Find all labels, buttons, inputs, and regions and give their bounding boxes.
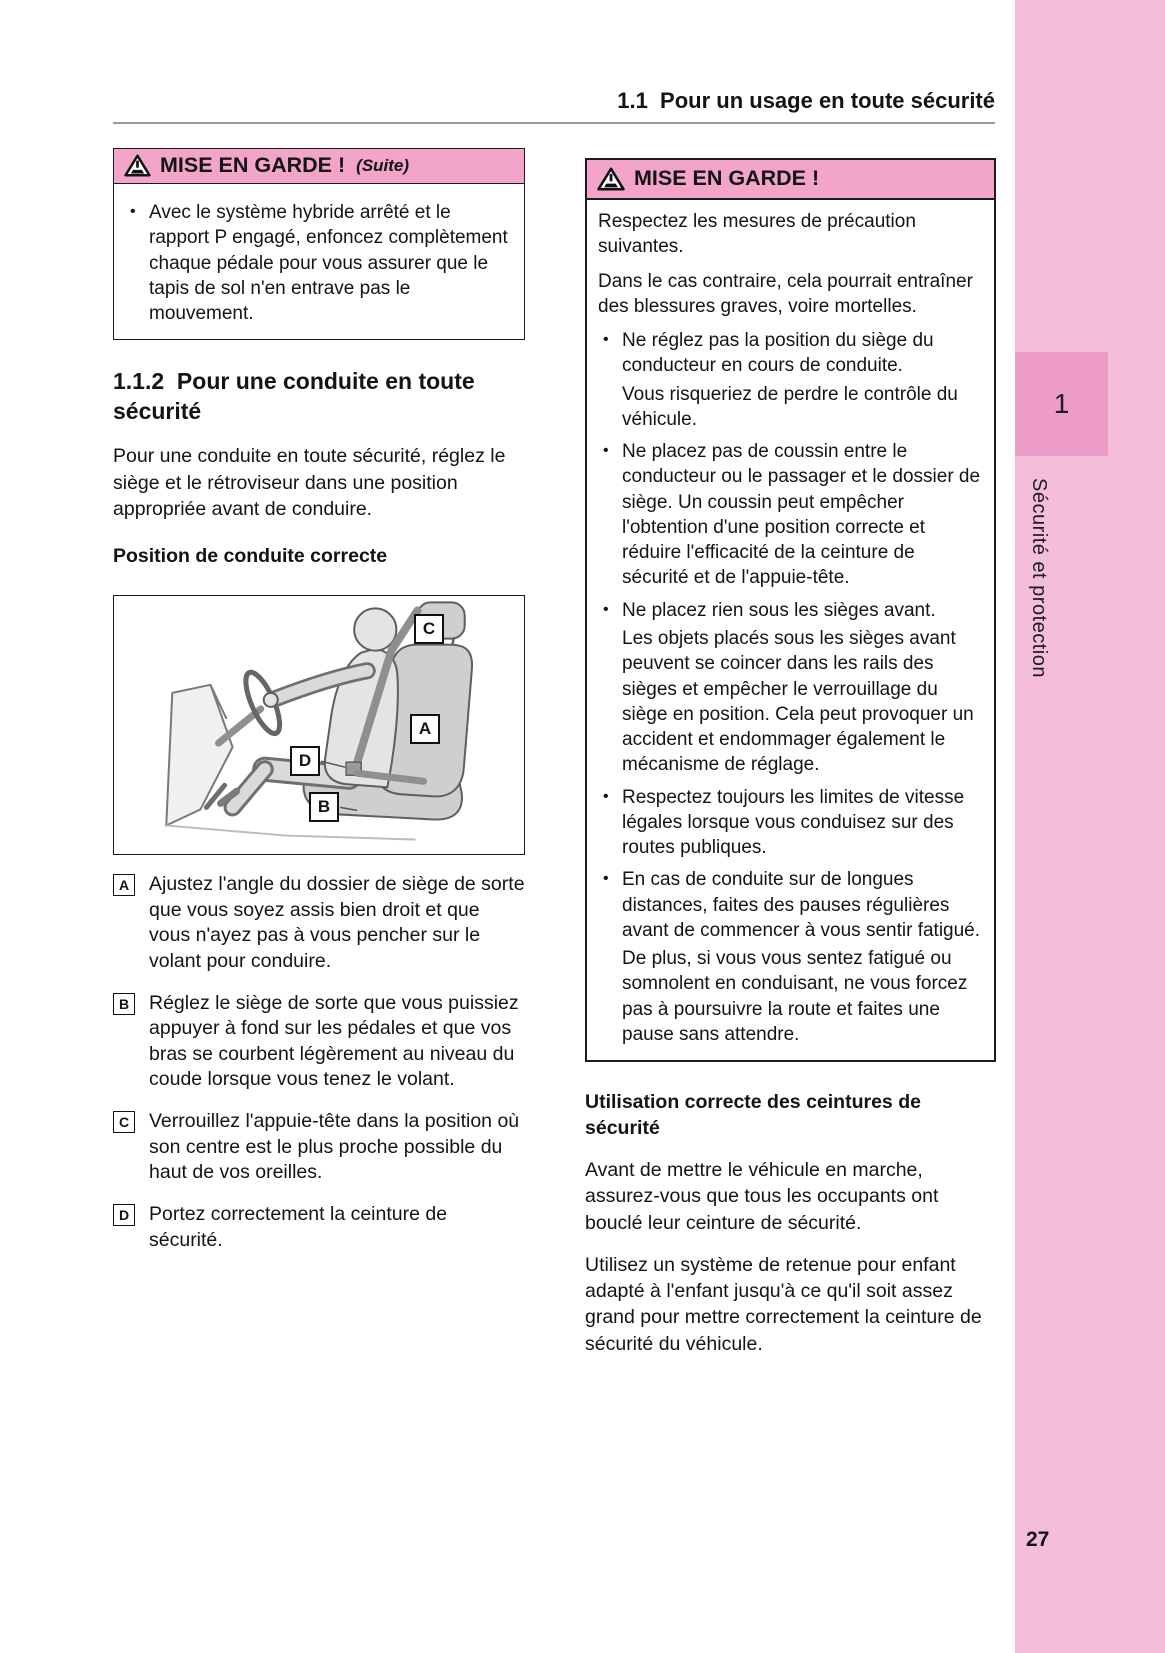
warning-box [585, 158, 996, 1062]
chapter-tab: 1 [1015, 352, 1108, 456]
page-title: 1.1 Pour un usage en toute sécurité [617, 88, 995, 113]
bullet-dot: • [603, 331, 609, 349]
figure-label-b: B [309, 792, 339, 822]
right-column [585, 158, 996, 1357]
warning-bullet-sub: Les objets placés sous les sièges avant peuvent se coincer dans les rails des sièges et empêcher le verrouillage du siège en position. Cela peut provoquer un accident et endommager également le mécanisme de réglage. [622, 627, 974, 776]
warning-bullet-text: Ne placez rien sous les sièges avant. [622, 599, 936, 621]
letter-box-d: D [113, 1204, 135, 1226]
warning-bullet-text: Ne réglez pas la position du siège du conducteur en cours de conduite. [622, 330, 934, 377]
chapter-sidebar [1015, 0, 1165, 1653]
list-item-a [113, 872, 525, 973]
warning-bullet-text: Respectez toujours les limites de vitesse légales lorsque vous conduisez sur des routes publiques. [622, 786, 965, 859]
header-divider [113, 122, 995, 124]
warning-bullet [598, 785, 983, 861]
warning-bullet-text: Avec le système hybride arrêté et le rapport P engagé, enfoncez complètement chaque pédale pour vous assurer que le tapis de sol n'en entrave pas le mouvement. [149, 202, 508, 325]
subheading-seatbelt-use: Utilisation correcte des ceintures de sécurité [585, 1091, 921, 1139]
subheading-driving-position: Position de conduite correcte [113, 545, 388, 568]
left-column [113, 148, 525, 1253]
figure-label-c: C [414, 614, 444, 644]
page-number: 27 [1026, 1528, 1050, 1551]
letter-box-c: C [113, 1111, 135, 1133]
warning-bullet-text: Ne placez pas de coussin entre le conducteur ou le passager et le dossier de siège. Un coussin peut empêcher l'obtention d'une position correcte et réduire l'efficacité de la ceinture de sécurité et de l'appuie-tête. [622, 441, 981, 589]
bullet-dot: • [603, 600, 609, 618]
warning-bullet [598, 867, 983, 943]
bullet-dot: • [130, 203, 136, 220]
warning-bullet-text: En cas de conduite sur de longues distances, faites des pauses régulières avant de commencer à vous sentir fatigué. [622, 869, 981, 941]
warning-continued-label: (Suite) [356, 155, 410, 175]
warning-bullet [598, 598, 983, 623]
section-heading: 1.1.2 Pour une conduite en toute sécurité [113, 368, 482, 424]
bullet-dot: • [603, 870, 609, 888]
warning-bullet-sub: De plus, si vous vous sentez fatigué ou somnolent en conduisant, ne vous forcez pas à poursuivre la route et faites une pause sans attendre. [622, 948, 968, 1045]
warning-triangle-icon [124, 154, 151, 177]
warning-triangle-icon [597, 167, 625, 191]
list-item-c [113, 1109, 525, 1185]
warning-bullet-sub: Vous risqueriez de perdre le contrôle du véhicule. [622, 383, 958, 430]
list-item-d [113, 1202, 525, 1253]
warning-bullet [598, 328, 983, 379]
seatbelt-paragraph-1: Avant de mettre le véhicule en marche, assurez-vous que tous les occupants ont bouclé leur ceinture de sécurité. [585, 1158, 939, 1234]
item-text-d: Portez correctement la ceinture de sécurité. [149, 1203, 448, 1251]
bullet-dot: • [603, 442, 609, 460]
warning-body [114, 184, 524, 339]
warning-bullet [598, 439, 983, 591]
bullet-dot: • [603, 787, 609, 805]
warning-title: MISE EN GARDE ! [160, 153, 346, 177]
seating-position-figure [113, 595, 525, 855]
warning-header [587, 160, 994, 200]
item-text-a: Ajustez l'angle du dossier de siège de sorte que vous soyez assis bien droit et que vous n'ayez pas à vous pencher sur le volant pour conduire. [149, 873, 525, 972]
item-text-b: Réglez le siège de sorte que vous puissiez appuyer à fond sur les pédales et que vos bras se courbent légèrement au niveau du coude lorsque vous tenez le volant. [149, 991, 519, 1090]
warning-box-continued [113, 148, 525, 340]
warning-title: MISE EN GARDE ! [634, 166, 820, 190]
figure-label-d: D [290, 746, 320, 776]
warning-bullet [125, 200, 513, 326]
item-text-c: Verrouillez l'appuie-tête dans la position où son centre est le plus proche possible du haut de vos oreilles. [149, 1110, 520, 1183]
chapter-title-vertical: Sécurité et protection [1028, 478, 1050, 678]
section-intro: Pour une conduite en toute sécurité, réglez le siège et le rétroviseur dans une position appropriée avant de conduire. [113, 445, 506, 520]
warning-body [587, 200, 994, 1060]
warning-intro-1: Respectez les mesures de précaution suivantes. [598, 211, 916, 258]
warning-header [114, 149, 524, 184]
letter-box-a: A [113, 874, 135, 896]
figure-label-a: A [410, 714, 440, 744]
seatbelt-paragraph-2: Utilisez un système de retenue pour enfant adapté à l'enfant jusqu'à ce qu'il soit assez grand pour mettre correctement la ceinture de sécurité du véhicule. [585, 1253, 982, 1355]
warning-intro-2: Dans le cas contraire, cela pourrait entraîner des blessures graves, voire mortelles. [598, 270, 973, 317]
list-item-b [113, 991, 525, 1092]
letter-box-b: B [113, 993, 135, 1015]
